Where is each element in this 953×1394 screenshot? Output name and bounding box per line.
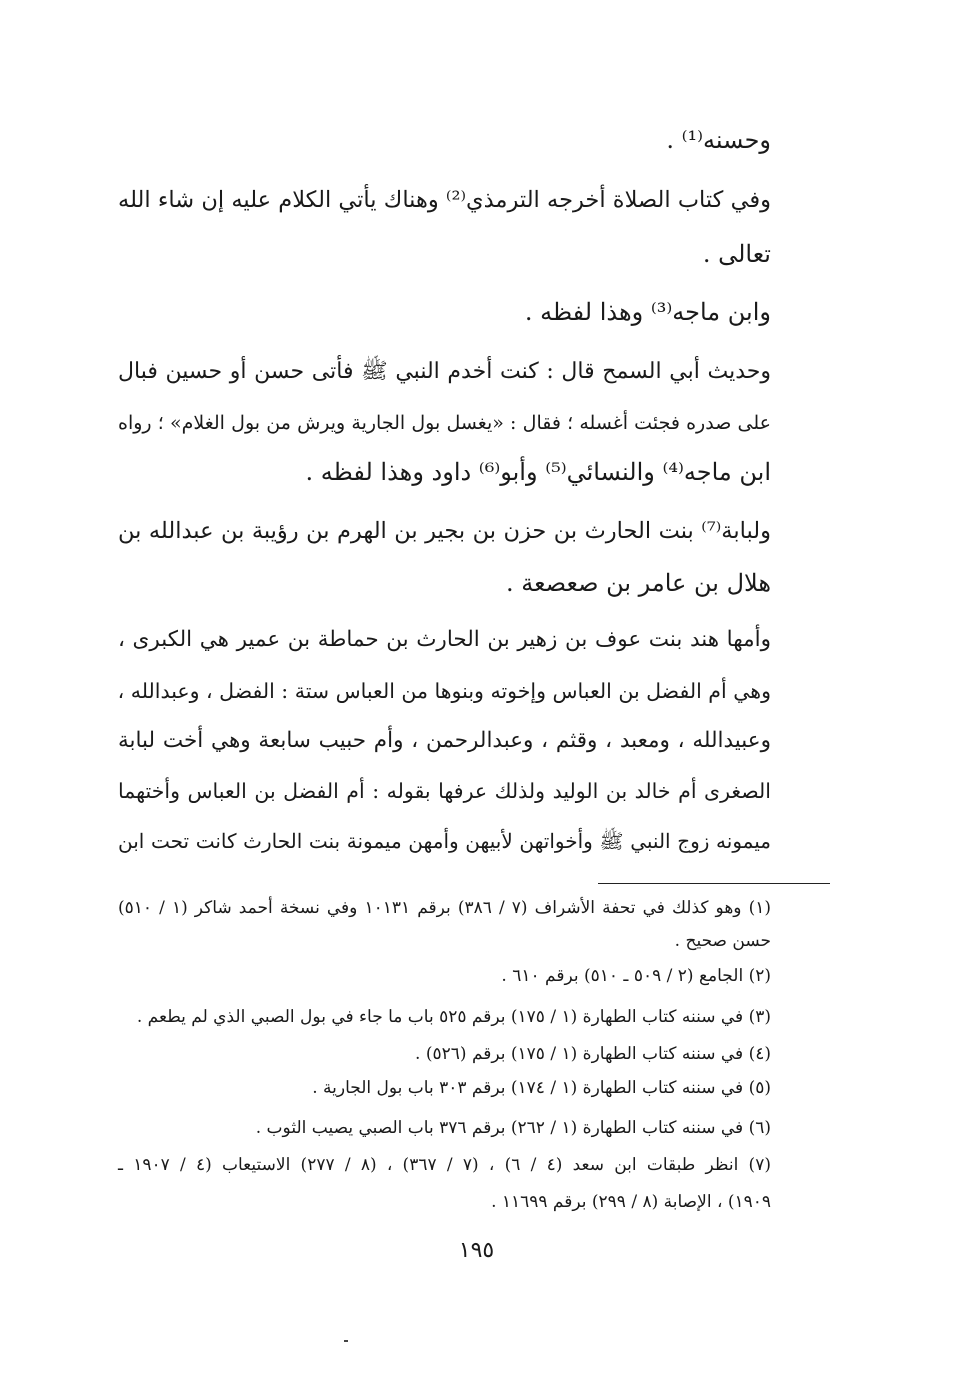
- body-line: وحسنه⁽¹⁾ .: [666, 126, 771, 154]
- footnote-line: حسن صحيح .: [674, 931, 771, 951]
- footnote-line: (٧) انظر طبقات ابن سعد (٤ / ٦) ، (٧ / ٣٦٧) ، (٨ / ٢٧٧) الاستيعاب (٤ / ١٩٠٧ ـ: [118, 1155, 771, 1175]
- scan-speck: [344, 1340, 348, 1342]
- footnote-separator: [598, 883, 830, 884]
- footnote-line: (٦) في سننه كتاب الطهارة (١ / ٢٦٢) برقم ٣٧٦ باب الصبي يصيب الثوب .: [255, 1118, 771, 1138]
- body-line: وحديث أبي السمح قال : كنت أخدم النبي ﷺ فأتى حسن أو حسين فبال: [118, 359, 771, 384]
- footnote-line: (٣) في سننه كتاب الطهارة (١ / ١٧٥) برقم ٥٢٥ باب ما جاء في بول الصبي الذي لم يطعم .: [136, 1007, 771, 1027]
- body-line: وهي أم الفضل بن العباس وإخوته وبنوها من العباس ستة : الفضل ، وعبدالله ،: [117, 679, 771, 703]
- body-line: على صدره فجئت أغسله ؛ فقال : «يغسل بول الجارية ويرش من بول الغلام» ؛ رواه: [118, 412, 771, 434]
- body-line: الصغرى أم خالد بن الوليد ولذلك عرفها بقوله : أم الفضل بن العباس وأختهما: [118, 779, 771, 803]
- body-line: ابن ماجه⁽⁴⁾ والنسائي⁽⁵⁾ وأبو⁽⁶⁾ داود وهذا لفظه .: [305, 458, 771, 486]
- body-line: تعالى .: [702, 240, 771, 268]
- body-line: ميمونه زوج النبي ﷺ وأخواتهن لأبيهن وأمهن ميمونة بنت الحارث كانت تحت ابن: [118, 829, 771, 853]
- body-line: وفي كتاب الصلاة أخرجه الترمذي⁽²⁾ وهناك يأتي الكلام عليه إن شاء الله: [118, 187, 771, 213]
- footnote-line: (٤) في سننه كتاب الطهارة (١ / ١٧٥) برقم (٥٢٦) .: [415, 1044, 771, 1064]
- footnote-line: ١٩٠٩) ، الإصابة (٨ / ٢٩٩) برقم ١١٦٩٩ .: [491, 1192, 771, 1212]
- footnote-line: (١) وهو كذلك في تحفة الأشراف (٧ / ٣٨٦) برقم ١٠١٣١ وفي نسخة أحمد شاكر (١ / ٥١٠): [118, 898, 771, 918]
- page-number: ١٩٥: [458, 1238, 495, 1263]
- body-line: ولبابة⁽⁷⁾ بنت الحارث بن حزن بن بجير بن الهرم بن رؤيبة بن عبدالله بن: [118, 518, 771, 544]
- footnote-line: (٥) في سننه كتاب الطهارة (١ / ١٧٤) برقم ٣٠٣ باب بول الجارية .: [312, 1078, 771, 1098]
- footnote-line: (٢) الجامع (٢ / ٥٠٩ ـ ٥١٠) برقم ٦١٠ .: [501, 966, 771, 986]
- body-line: هلال بن عامر بن صعصعة .: [505, 569, 771, 597]
- body-line: وابن ماجه⁽³⁾ وهذا لفظه .: [524, 298, 771, 326]
- body-line: وعبيدالله ، ومعبد ، وقثم ، وعبدالرحمن ، وأم حبيب سابعة وهي أخت لبابة: [118, 728, 771, 753]
- body-line: وأمها هند بنت عوف بن زهير بن الحارث بن حماطة بن عمير هي الكبرى ،: [118, 627, 771, 652]
